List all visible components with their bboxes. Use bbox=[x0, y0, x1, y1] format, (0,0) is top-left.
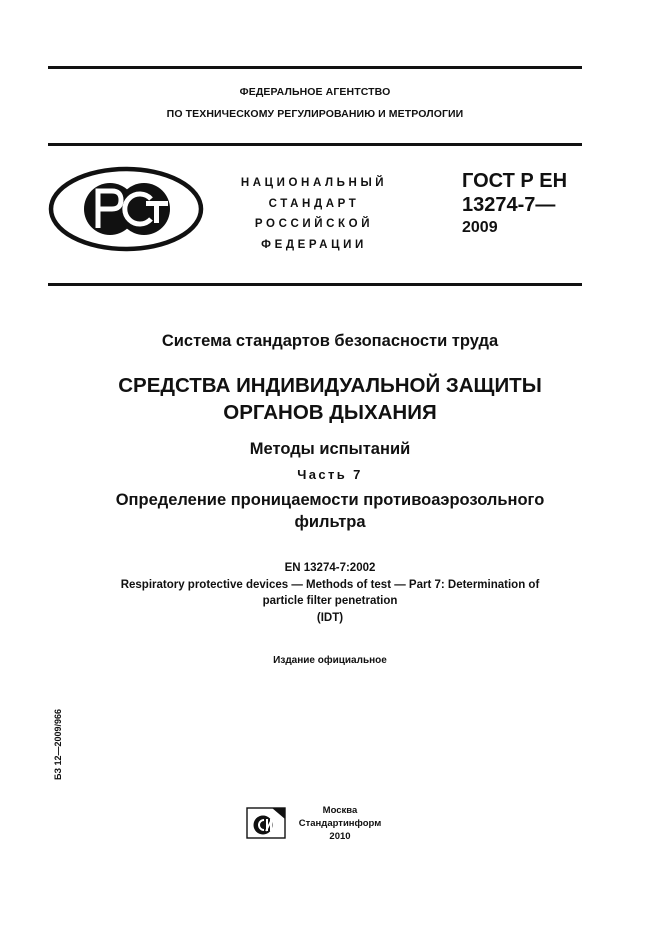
en-reference-code: EN 13274-7:2002 bbox=[284, 562, 376, 574]
national-standard-line-2: СТАНДАРТ bbox=[268, 197, 360, 210]
designation-line-1: ГОСТ Р ЕН bbox=[462, 170, 568, 192]
publisher-info bbox=[292, 804, 388, 843]
part-label: Часть 7 bbox=[297, 467, 363, 482]
national-standard-line-4: ФЕДЕРАЦИИ bbox=[261, 238, 367, 251]
en-reference-idt: (IDT) bbox=[316, 611, 344, 624]
series-title: Система стандартов безопасности труда bbox=[161, 332, 499, 350]
national-standard-line-3: РОССИЙСКОЙ bbox=[254, 218, 374, 230]
main-title bbox=[30, 372, 630, 426]
standard-designation bbox=[462, 169, 567, 239]
side-code: БЗ 12—2009/966 bbox=[53, 708, 63, 780]
agency-line-2: ПО ТЕХНИЧЕСКОМУ РЕГУЛИРОВАНИЮ И МЕТРОЛОГИИ bbox=[166, 108, 464, 120]
en-reference-title-line-2: particle filter penetration bbox=[262, 595, 398, 607]
middle-rule bbox=[48, 143, 582, 146]
national-standard-line-1: НАЦИОНАЛЬНЫЙ bbox=[240, 177, 388, 189]
part-subtitle bbox=[30, 489, 630, 533]
national-standard-label bbox=[214, 173, 414, 255]
main-title-line-1: СРЕДСТВА ИНДИВИДУАЛЬНОЙ ЗАЩИТЫ bbox=[118, 374, 542, 397]
en-reference bbox=[30, 560, 630, 626]
part-subtitle-line-1: Определение проницаемости противоаэрозольного bbox=[115, 491, 545, 509]
publisher-name: Стандартинформ bbox=[298, 818, 382, 829]
agency-line-1: ФЕДЕРАЛЬНОЕ АГЕНТСТВО bbox=[239, 86, 391, 98]
methods-title: Методы испытаний bbox=[249, 440, 411, 458]
top-rule bbox=[48, 66, 582, 69]
lower-rule bbox=[48, 283, 582, 286]
en-reference-title-line-1: Respiratory protective devices — Methods of test — Part 7: Determination of bbox=[120, 578, 540, 591]
designation-line-2: 13274-7— bbox=[462, 194, 556, 216]
designation-year: 2009 bbox=[462, 219, 498, 236]
edition-label: Издание официальное bbox=[273, 655, 387, 666]
publisher-city: Москва bbox=[322, 805, 358, 816]
publisher-year: 2010 bbox=[329, 831, 351, 842]
part-subtitle-line-2: фильтра bbox=[294, 513, 366, 531]
main-title-line-2: ОРГАНОВ ДЫХАНИЯ bbox=[223, 401, 437, 424]
standartinform-logo-icon bbox=[246, 807, 286, 839]
rst-emblem-icon bbox=[48, 166, 204, 252]
